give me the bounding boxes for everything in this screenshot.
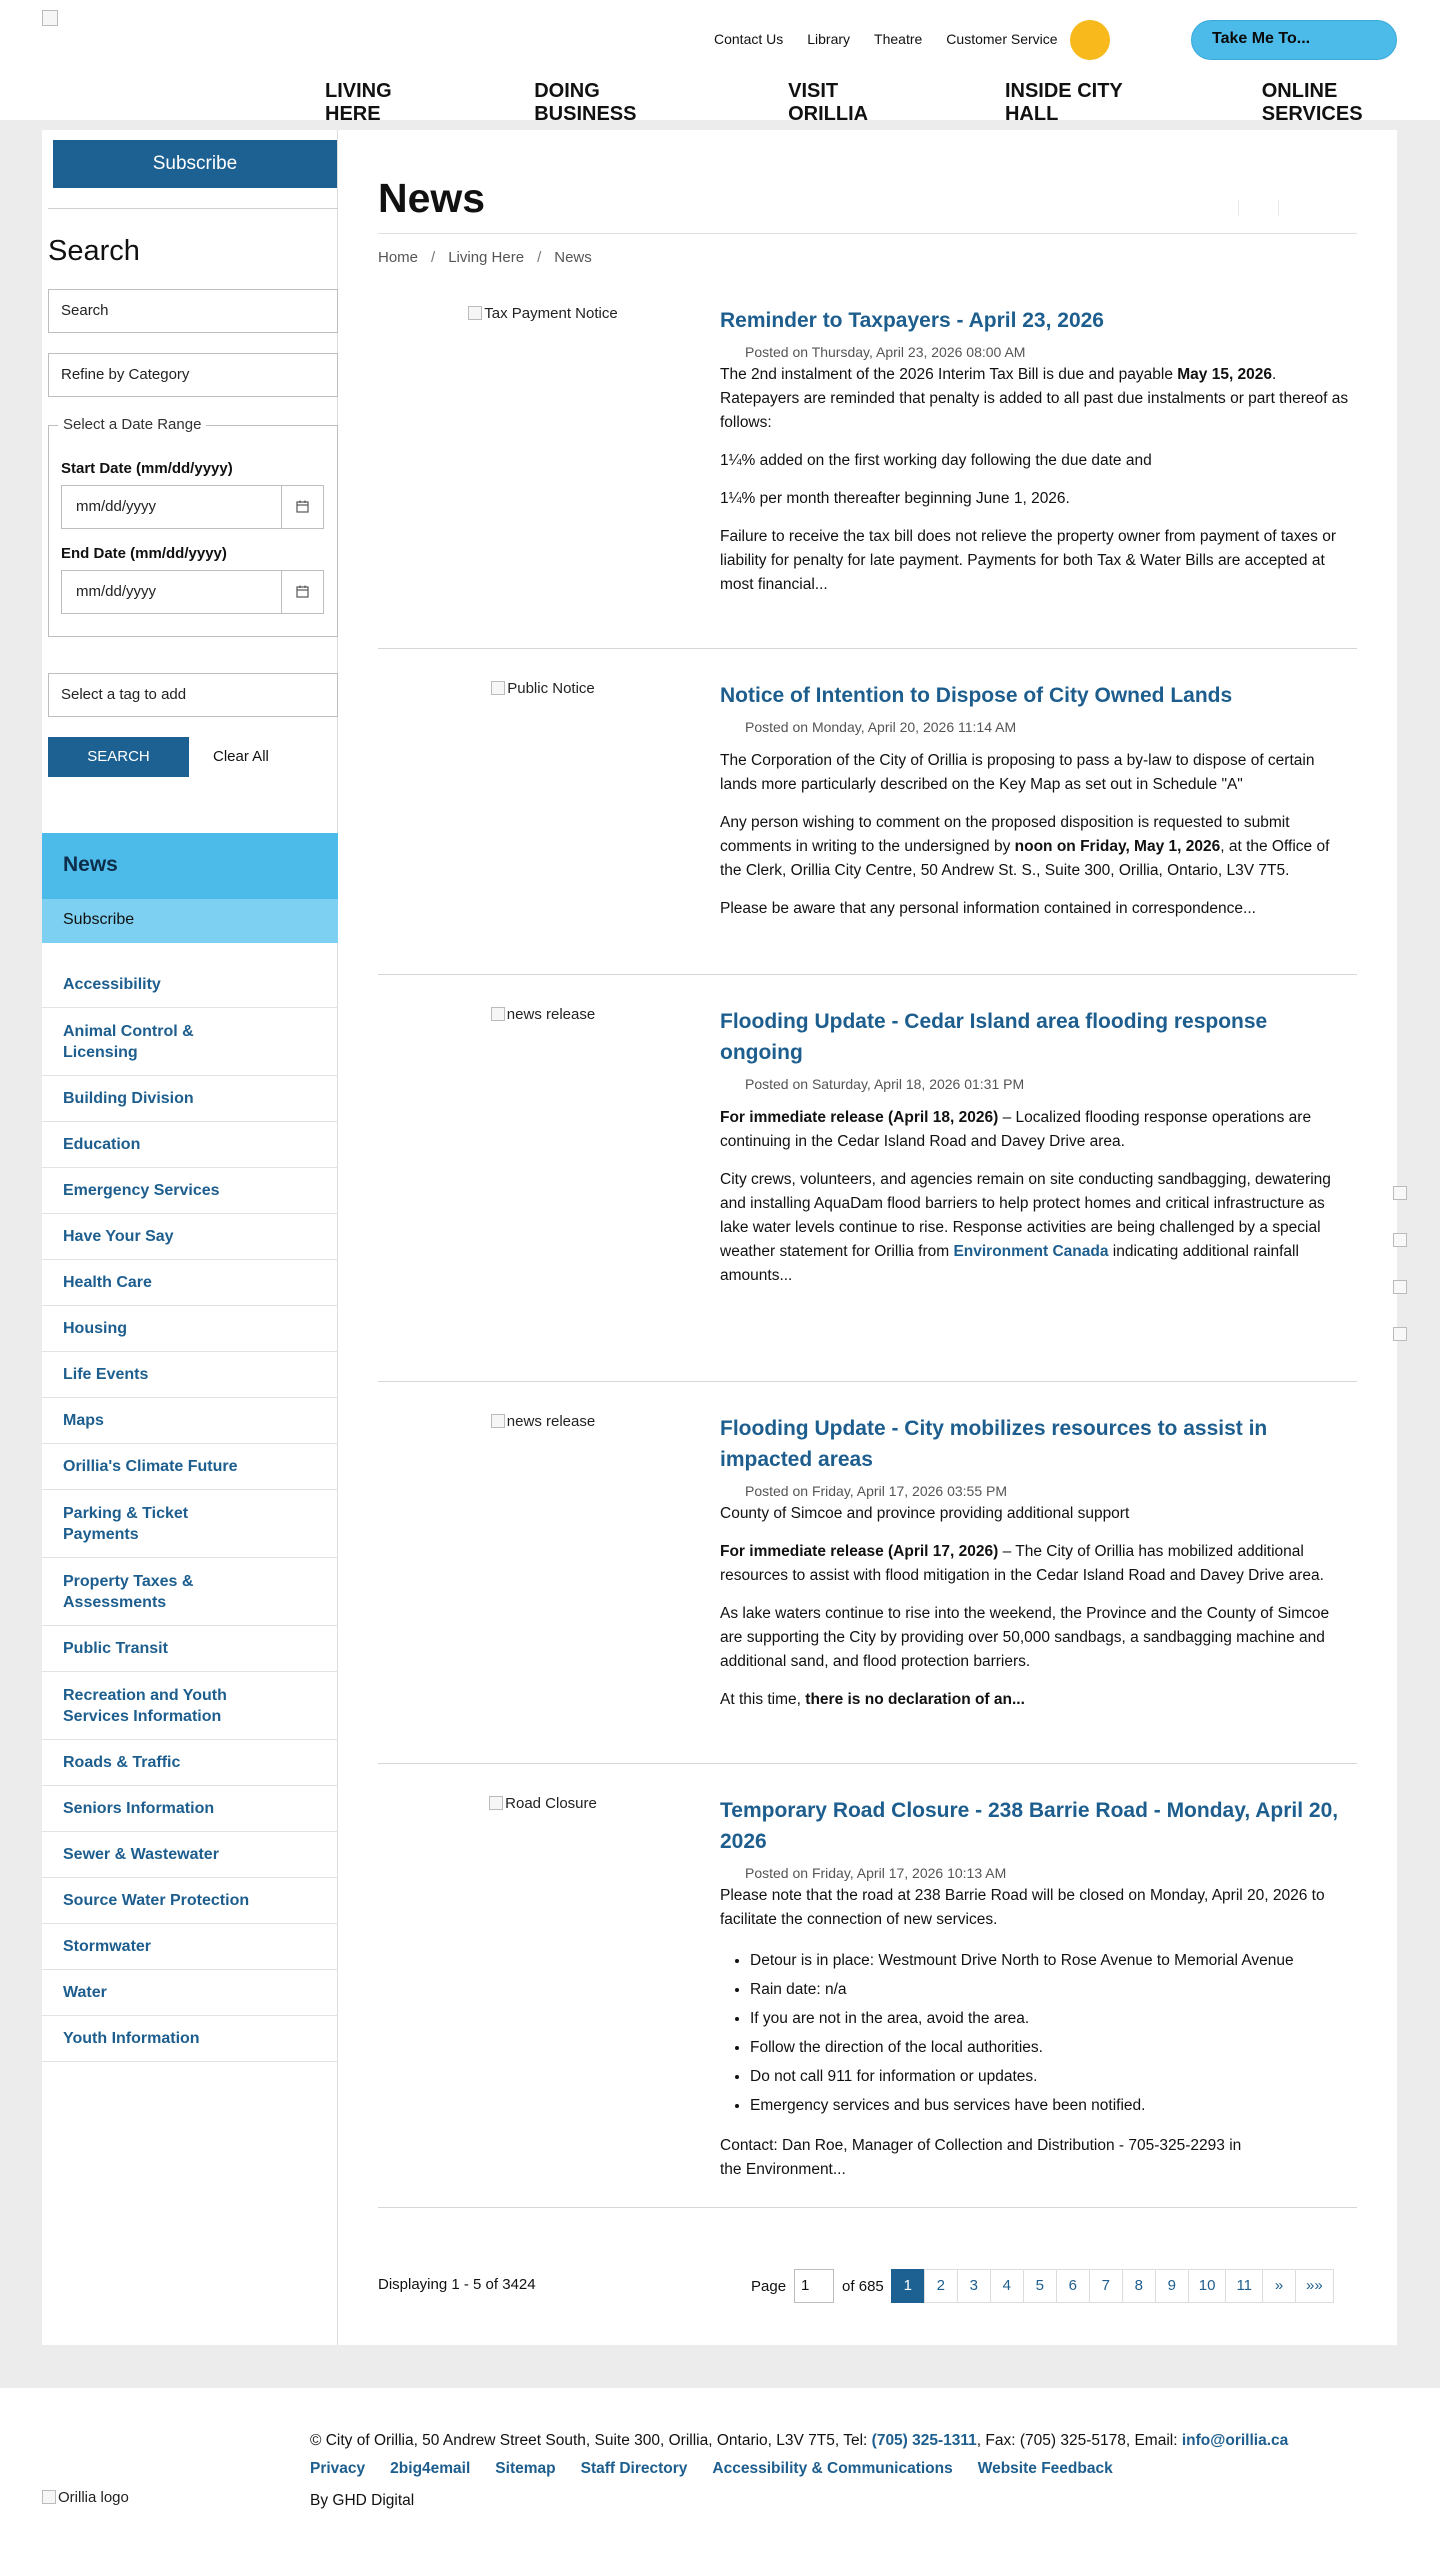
date-range-legend: Select a Date Range xyxy=(58,416,206,433)
article-divider xyxy=(378,1381,1357,1382)
breadcrumb-separator: / xyxy=(537,249,542,266)
tag-select[interactable]: Select a tag to add xyxy=(48,673,338,717)
main-content xyxy=(378,130,1357,2345)
utility-link-customer-service[interactable]: Customer Service xyxy=(946,31,1058,47)
broken-image-icon xyxy=(491,1414,505,1428)
end-date-label: End Date (mm/dd/yyyy) xyxy=(61,545,227,562)
article-excerpt: County of Simcoe and province providing additional support For immediate release (April 17, 2026) – The City of Orillia has mobilized additional resources to assist with flood mitigation in the Cedar Island Road and Davey Drive area. As lake waters continue to rise into the weekend, the Province and the County of Simcoe are supporting the City by providing over 50,000 sandbags, a sandbagging machine and additional sand, and flood protection barriers. At this time, there is no declaration of an... xyxy=(720,1505,1330,1708)
share-divider xyxy=(1238,200,1239,216)
page-total: of 685 xyxy=(842,2277,884,2295)
main-nav-living-here[interactable]: LIVING HERE xyxy=(325,80,392,125)
article-image-alt: Public Notice xyxy=(507,680,595,697)
category-item[interactable]: Housing xyxy=(42,1306,338,1352)
article-divider xyxy=(378,974,1357,975)
start-date-calendar-icon[interactable] xyxy=(281,486,323,528)
article-thumbnail[interactable] xyxy=(378,1413,708,1430)
category-item[interactable]: Orillia's Climate Future xyxy=(42,1444,338,1490)
results-count: Displaying 1 - 5 of 3424 xyxy=(378,2276,536,2293)
article-excerpt: The Corporation of the City of Orillia is proposing to pass a by-law to dispose of certain lands more particularly described on the Key Map as set out in Schedule "A" Any person wishing to comment on the proposed disposition is requested to submit comments in writing to the undersigned by noon on Friday, May 1, 2026, at the Office of the Clerk, Orillia City Centre, 50 Andrew St. S., Suite 300, Orillia, Ontario, L3V 7T5. Please be aware that any personal information contained in correspondence... xyxy=(720,752,1330,917)
breadcrumb-living-here[interactable]: Living Here xyxy=(448,249,525,266)
page-link-9[interactable]: 9 xyxy=(1155,2269,1189,2303)
article-excerpt: For immediate release (April 18, 2026) – Localized flooding response operations are continuing in the Cedar Island Road and Davey Drive area. City crews, volunteers, and agencies remain on site conducting sandbagging, dewatering and installing AquaDam flood barriers to help protect homes and critical infrastructure as lake water levels continue to rise. Response activities are being challenged by a special weather statement for Orillia from Environment Canada indicating additional rainfall amounts... xyxy=(720,1109,1331,1284)
article-body xyxy=(720,1413,1350,1712)
page-next-button[interactable]: » xyxy=(1262,2269,1296,2303)
category-item[interactable]: Animal Control & Licensing xyxy=(42,1008,338,1076)
site-logo-image[interactable] xyxy=(42,10,58,26)
article-body xyxy=(720,1006,1350,1288)
start-date-placeholder: mm/dd/yyyy xyxy=(76,498,157,515)
start-date-input[interactable] xyxy=(61,485,324,529)
end-date-calendar-icon[interactable] xyxy=(281,571,323,613)
list-item: • Follow the direction of the local authorities. xyxy=(750,2033,1350,2062)
category-list xyxy=(42,962,338,2062)
search-input[interactable]: Search xyxy=(48,289,338,333)
article-title[interactable]: Reminder to Taxpayers - April 23, 2026 xyxy=(720,309,1104,332)
end-date-input[interactable] xyxy=(61,570,324,614)
category-select[interactable]: Refine by Category xyxy=(48,353,338,397)
article-divider xyxy=(378,648,1357,649)
category-item[interactable]: Seniors Information xyxy=(42,1786,338,1832)
content-wrapper xyxy=(42,130,1397,2345)
broken-image-icon xyxy=(489,1796,503,1810)
category-item[interactable]: Roads & Traffic xyxy=(42,1740,338,1786)
page-link-1[interactable]: 1 xyxy=(891,2269,925,2303)
article-excerpt: The 2nd instalment of the 2026 Interim Tax Bill is due and payable May 15, 2026. Ratepayers are reminded that penalty is added to all past due instalments or part thereof as follows: 1¼% added on the first working day following the due date and 1¼% per month thereafter beginning June 1, 2026. Failure to receive the tax bill does not relieve the property owner from payment of taxes or liability for penalty for late payment. Payments for both Tax & Water Bills are accepted at most financial... xyxy=(720,366,1349,593)
sidebar-divider xyxy=(48,208,338,209)
detour-list xyxy=(750,1946,1350,2120)
category-item[interactable]: Youth Information xyxy=(42,2016,338,2062)
footer-tel-link[interactable]: (705) 325-1311 xyxy=(871,2432,977,2449)
category-item[interactable]: Public Transit xyxy=(42,1626,338,1672)
site-search-toggle-icon[interactable] xyxy=(1070,20,1110,60)
article-excerpt: Please note that the road at 238 Barrie Road will be closed on Monday, April 20, 2026 to facilitate the connection of new services. • Detour is in place: Westmount Drive North to Rose Avenue to Memorial Avenue • Rain date: n/a • If you are not in the area, avoid the area. • Follow the direction of the local authorities. • Do not call 911 for information or updates. • Emergency services and bus services have been notified. Contact: Dan Roe, Manager of Collection and Distribution - 705-325-2293 in the Environment... xyxy=(720,1884,1350,2182)
share-icon[interactable] xyxy=(1393,1327,1407,1341)
footer-logo[interactable] xyxy=(42,2489,129,2506)
article-image-alt: news release xyxy=(506,1413,596,1430)
category-item[interactable]: Life Events xyxy=(42,1352,338,1398)
news-subscribe-link[interactable]: Subscribe xyxy=(42,899,338,943)
broken-image-icon xyxy=(468,306,482,320)
category-item[interactable]: Have Your Say xyxy=(42,1214,338,1260)
category-item[interactable]: Health Care xyxy=(42,1260,338,1306)
category-item[interactable]: Water xyxy=(42,1970,338,2016)
category-item[interactable]: Accessibility xyxy=(42,962,338,1008)
article-body xyxy=(720,305,1350,597)
share-icon[interactable] xyxy=(1393,1280,1407,1294)
page-last-button[interactable]: »» xyxy=(1295,2269,1334,2303)
page-link-3[interactable]: 3 xyxy=(957,2269,991,2303)
pagination xyxy=(751,2269,1334,2303)
list-item: • If you are not in the area, avoid the area. xyxy=(750,2004,1350,2033)
take-me-to-button[interactable]: Take Me To... xyxy=(1191,20,1397,60)
article-posted-date: Posted on Thursday, April 23, 2026 08:00 AM xyxy=(745,344,1026,360)
main-nav-doing-business[interactable]: DOING BUSINESS xyxy=(534,80,637,125)
subscribe-button[interactable]: Subscribe xyxy=(53,140,337,188)
category-item[interactable]: Maps xyxy=(42,1398,338,1444)
main-nav-online-services[interactable]: ONLINE SERVICES xyxy=(1261,80,1363,125)
footer-link-sitemap[interactable]: Sitemap xyxy=(495,2460,556,2477)
page-label: Page xyxy=(751,2277,787,2295)
share-icon[interactable] xyxy=(1393,1233,1407,1247)
category-item[interactable]: Building Division xyxy=(42,1076,338,1122)
broken-image-icon xyxy=(491,1007,505,1021)
page-link-6[interactable]: 6 xyxy=(1056,2269,1090,2303)
main-nav xyxy=(325,80,1440,126)
category-item[interactable]: Source Water Protection xyxy=(42,1878,338,1924)
utility-link-library[interactable]: Library xyxy=(807,31,851,47)
start-date-label: Start Date (mm/dd/yyyy) xyxy=(61,460,233,477)
date-range-fieldset xyxy=(48,416,338,637)
page-link-8[interactable]: 8 xyxy=(1122,2269,1156,2303)
category-item[interactable]: Property Taxes & Assessments xyxy=(42,1558,338,1626)
page-number-input[interactable]: 1 xyxy=(794,2269,834,2303)
site-header xyxy=(0,0,1440,125)
footer-link-2big4email[interactable]: 2big4email xyxy=(390,2460,471,2477)
breadcrumb-current: News xyxy=(554,249,592,266)
utility-link-theatre[interactable]: Theatre xyxy=(874,31,923,47)
page-title: News xyxy=(378,175,486,221)
broken-image-icon xyxy=(491,681,505,695)
list-item: • Detour is in place: Westmount Drive North to Rose Avenue to Memorial Avenue xyxy=(750,1946,1350,1975)
footer-contact-line: © City of Orillia, 50 Andrew Street South, Suite 300, Orillia, Ontario, L3V 7T5, Tel: (705) 325-1311, Fax: (705) 325-5178, Email: info@orillia.ca xyxy=(310,2432,1289,2449)
search-button[interactable]: SEARCH xyxy=(48,737,189,777)
share-divider xyxy=(1278,200,1279,216)
breadcrumb xyxy=(378,249,592,266)
category-item[interactable]: Stormwater xyxy=(42,1924,338,1970)
article-thumbnail[interactable] xyxy=(378,305,708,322)
site-footer xyxy=(0,2388,1440,2557)
broken-image-icon xyxy=(42,2490,56,2504)
footer-link-privacy[interactable]: Privacy xyxy=(310,2460,366,2477)
article-posted-date: Posted on Friday, April 17, 2026 10:13 AM xyxy=(745,1865,1007,1881)
article-posted-date: Posted on Saturday, April 18, 2026 01:31 PM xyxy=(745,1076,1025,1092)
footer-link-accessibility[interactable]: Accessibility & Communications xyxy=(712,2460,953,2477)
category-item[interactable]: Emergency Services xyxy=(42,1168,338,1214)
footer-credit: By GHD Digital xyxy=(310,2492,415,2509)
article-divider xyxy=(378,2207,1357,2208)
article-image-alt: news release xyxy=(506,1006,596,1023)
article-thumbnail[interactable] xyxy=(378,1795,708,1812)
page-link-4[interactable]: 4 xyxy=(990,2269,1024,2303)
main-nav-visit-orillia[interactable]: VISIT ORILLIA xyxy=(788,80,869,125)
article-posted-date: Posted on Friday, April 17, 2026 03:55 PM xyxy=(745,1483,1008,1499)
footer-logo-alt: Orillia logo xyxy=(58,2489,129,2506)
clear-all-link[interactable]: Clear All xyxy=(213,748,269,765)
article-divider xyxy=(378,1763,1357,1764)
category-item[interactable]: Recreation and Youth Services Information xyxy=(42,1672,338,1740)
utility-nav xyxy=(714,31,1058,47)
article-thumbnail[interactable] xyxy=(378,680,708,697)
article-title[interactable]: Flooding Update - City mobilizes resources to assist in impacted areas xyxy=(720,1417,1268,1471)
environment-canada-link[interactable]: Environment Canada xyxy=(953,1243,1109,1260)
utility-link-contact-us[interactable]: Contact Us xyxy=(714,31,784,47)
article-body xyxy=(720,1795,1350,2182)
list-item: • Rain date: n/a xyxy=(750,1975,1350,2004)
breadcrumb-separator: / xyxy=(431,249,436,266)
main-nav-inside-city-hall[interactable]: INSIDE CITY HALL xyxy=(1004,80,1123,125)
footer-email-link[interactable]: info@orillia.ca xyxy=(1181,2432,1289,2449)
category-item[interactable]: Education xyxy=(42,1122,338,1168)
list-item: • Do not call 911 for information or updates. xyxy=(750,2062,1350,2091)
footer-links xyxy=(310,2460,1113,2478)
list-item: • Emergency services and bus services have been notified. xyxy=(750,2091,1350,2120)
article-image-alt: Road Closure xyxy=(505,1795,597,1812)
title-divider xyxy=(378,233,1357,234)
end-date-placeholder: mm/dd/yyyy xyxy=(76,583,157,600)
page-link-11[interactable]: 11 xyxy=(1225,2269,1263,2303)
news-section-heading[interactable]: News xyxy=(42,833,338,899)
breadcrumb-home[interactable]: Home xyxy=(378,249,419,266)
page-link-2[interactable]: 2 xyxy=(924,2269,958,2303)
article-posted-date: Posted on Monday, April 20, 2026 11:14 AM xyxy=(745,719,1017,735)
sidebar xyxy=(42,130,338,2345)
page-link-5[interactable]: 5 xyxy=(1023,2269,1057,2303)
article-title[interactable]: Notice of Intention to Dispose of City Owned Lands xyxy=(720,684,1233,707)
category-item[interactable]: Parking & Ticket Payments xyxy=(42,1490,338,1558)
footer-link-staff-directory[interactable]: Staff Directory xyxy=(580,2460,688,2477)
share-icon[interactable] xyxy=(1393,1186,1407,1200)
article-title[interactable]: Temporary Road Closure - 238 Barrie Road - Monday, April 20, 2026 xyxy=(720,1799,1339,1853)
article-body xyxy=(720,680,1350,921)
search-heading: Search xyxy=(48,235,140,267)
article-thumbnail[interactable] xyxy=(378,1006,708,1023)
category-item[interactable]: Sewer & Wastewater xyxy=(42,1832,338,1878)
article-image-alt: Tax Payment Notice xyxy=(484,305,618,322)
article-title[interactable]: Flooding Update - Cedar Island area flooding response ongoing xyxy=(720,1010,1268,1064)
page-link-7[interactable]: 7 xyxy=(1089,2269,1123,2303)
page-link-10[interactable]: 10 xyxy=(1188,2269,1227,2303)
footer-link-website-feedback[interactable]: Website Feedback xyxy=(977,2460,1113,2477)
